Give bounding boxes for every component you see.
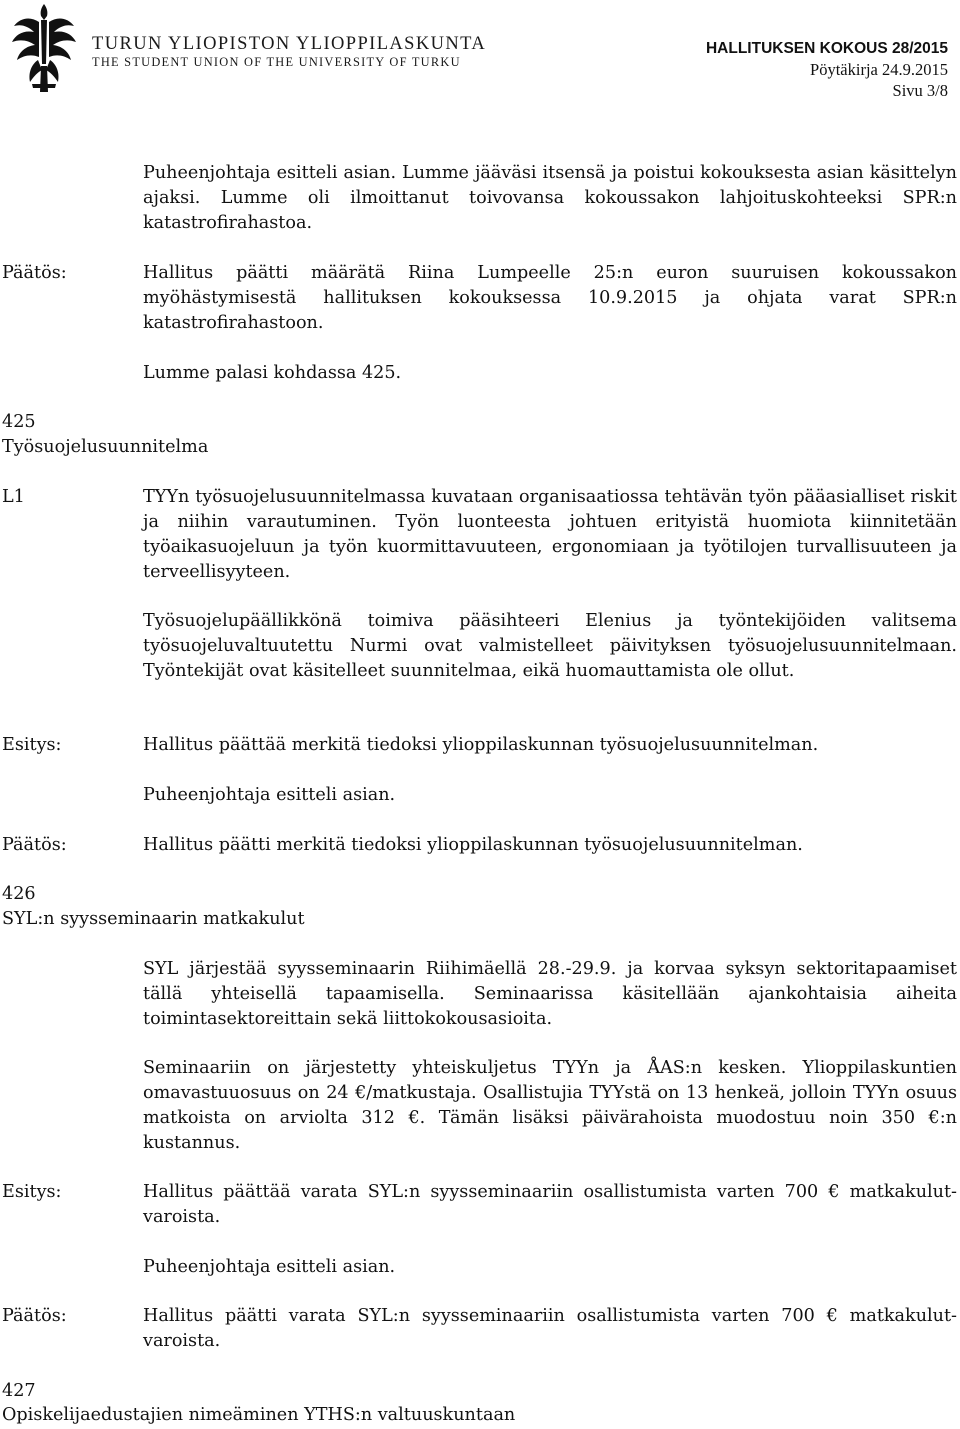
section-title: Työsuojelusuunnitelma: [2, 437, 209, 457]
section-title: Opiskelijaedustajien nimeäminen YTHS:n valtuuskuntaan: [2, 1405, 516, 1425]
page-header: [0, 0, 960, 110]
paragraph-decision: Hallitus päätti merkitä tiedoksi ylioppilaskunnan työsuojelusuunnitelman.: [143, 835, 803, 855]
paragraph-presentation: Puheenjohtaja esitteli asian.: [143, 1257, 396, 1277]
minutes-date: Pöytäkirja 24.9.2015: [810, 60, 948, 79]
organization-name-finnish: TURUN YLIOPISTON YLIOPPILASKUNTA: [92, 34, 487, 54]
paragraph-costs: Seminaariin on järjestetty yhteiskuljetus TYYn ja ÅAS:n kesken. Ylioppilaskuntien omavastuuosuus on 24 €/matkustaja. Osallistujia TYYstä on 13 henkeä, jolloin TYYn osuus matkoista on arviolta 312 €. Tämän lisäksi päivärahoista muodostuu noin 350 €:n kustannus.: [143, 1058, 957, 1153]
paragraph-decision: Hallitus päätti varata SYL:n syysseminaariin osallistumista varten 700 € matkakulut-varoista.: [143, 1306, 957, 1351]
organization-name-english: THE STUDENT UNION OF THE UNIVERSITY OF TURKU: [92, 55, 461, 69]
paragraph-background: TYYn työsuojelusuunnitelmassa kuvataan organisaatiossa tehtävän työn pääasialliset riskit ja niihin varautuminen. Työn luonteesta johtuen erityistä huomiota kiinnitetään työaikasuojeluun ja työn kuormittavuuteen, ergonomiaan ja työtilojen turvallisuuteen ja terveellisyyteen.: [143, 487, 957, 582]
presenter-label: L1: [2, 487, 25, 507]
proposal-label: Esitys:: [2, 1182, 62, 1202]
paragraph-decision: Hallitus päätti määrätä Riina Lumpeelle 25:n euron suuruisen kokoussakon myöhästymisestä hallituksen kokouksessa 10.9.2015 ja ohjata varat SPR:n katastrofirahastoon.: [143, 263, 957, 333]
paragraph-note: Lumme palasi kohdassa 425.: [143, 363, 402, 383]
meeting-title: HALLITUKSEN KOKOUS 28/2015: [705, 40, 948, 57]
paragraph-presentation: Puheenjohtaja esitteli asian.: [143, 785, 396, 805]
paragraph-preparation: Työsuojelupäällikkönä toimiva pääsihteeri Elenius ja työntekijöiden valitsema työsuojeluvaltuutettu Nurmi ovat valmistelleet päivityksen työsuojelusuunnitelmaan. Työntekijät ovat käsitelleet suunnitelmaa, eikä huomauttamista ole ollut.: [143, 611, 957, 681]
decision-label: Päätös:: [2, 1306, 67, 1326]
section-title: SYL:n syysseminaarin matkakulut: [2, 909, 305, 929]
paragraph-proposal: Hallitus päättää varata SYL:n syysseminaariin osallistumista varten 700 € matkakulut-varoista.: [143, 1182, 957, 1227]
student-union-emblem-icon: [8, 2, 80, 94]
paragraph-background: SYL järjestää syysseminaarin Riihimäellä 28.-29.9. ja korvaa syksyn sektoritapaamiset tällä yhteisellä tapaamisella. Seminaarissa käsitellään ajankohtaisia aiheita toimintasektoreittain sekä liittokokousasioita.: [143, 959, 957, 1029]
page-number: Sivu 3/8: [892, 81, 948, 100]
section-number: 425: [2, 412, 36, 432]
section-number: 427: [2, 1381, 36, 1401]
decision-label: Päätös:: [2, 835, 67, 855]
document-meta: [706, 38, 948, 101]
decision-label: Päätös:: [2, 263, 67, 283]
paragraph-presentation: Puheenjohtaja esitteli asian. Lumme jääväsi itsensä ja poistui kokouksesta asian käsittelyn ajaksi. Lumme oli ilmoittanut toivovansa kokoussakon lahjoituskohteeksi SPR:n katastrofirahastoa.: [143, 163, 957, 233]
paragraph-proposal: Hallitus päättää merkitä tiedoksi ylioppilaskunnan työsuojelusuunnitelman.: [143, 735, 819, 755]
proposal-label: Esitys:: [2, 735, 62, 755]
section-number: 426: [2, 884, 36, 904]
